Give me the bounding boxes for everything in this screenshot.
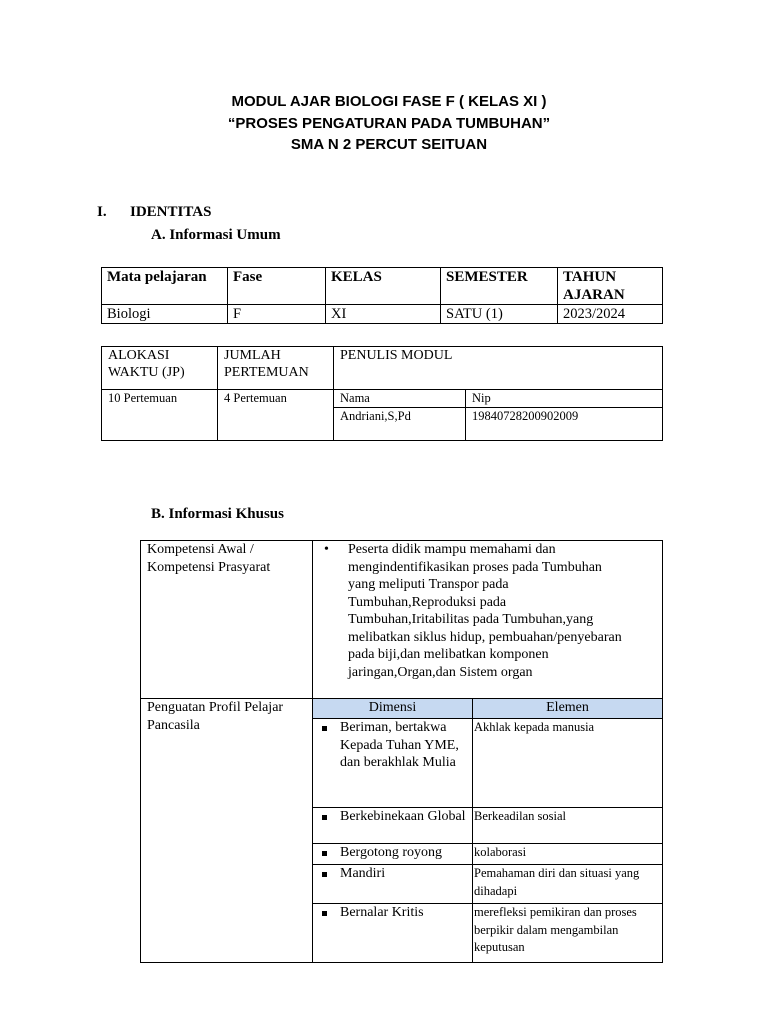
cell-mata-pelajaran: Biologi (102, 305, 228, 324)
header-fase: Fase (228, 268, 326, 305)
dimensi-header: Dimensi (313, 699, 473, 719)
cell-semester: SATU (1) (441, 305, 558, 324)
elemen-cell: merefleksi pemikiran dan proses berpikir dalam mengambilan keputusan (473, 904, 663, 963)
kompetensi-list (319, 541, 622, 681)
dimensi-cell: Beriman, bertakwa Kepada Tuhan YME, dan berakhlak Mulia (313, 719, 473, 808)
dimensi-cell: Bernalar Kritis (313, 904, 473, 963)
nama-label: Nama (334, 390, 466, 408)
elemen-header: Elemen (473, 699, 663, 719)
kompetensi-label: Kompetensi Awal / Kompetensi Prasyarat (141, 541, 313, 699)
subsection-informasi-umum: A. Informasi Umum (151, 227, 281, 243)
cell-fase: F (228, 305, 326, 324)
title-line-3: SMA N 2 PERCUT SEITUAN (290, 136, 488, 153)
header-tahun-ajaran: TAHUN AJARAN (558, 268, 663, 305)
elemen-cell: kolaborasi (473, 844, 663, 865)
kompetensi-text: • Peserta didik mampu memahami dan mengindentifikasikan proses pada Tumbuhan yang meliputi Transpor pada Tumbuhan,Reproduksi pada Tumbuhan,Iritabilitas pada Tumbuhan,yang melibatkan siklus hidup, pembuahan/penyebaran pada biji,dan melibatkan komponen jaringan,Organ,dan Sistem organ (348, 541, 622, 681)
informasi-khusus-table (140, 540, 663, 963)
nip-value: 19840728200902009 (466, 408, 663, 441)
title-line-2: “PROSES PENGATURAN PADA TUMBUHAN” (227, 114, 551, 132)
nip-label: Nip (466, 390, 663, 408)
elemen-cell: Akhlak kepada manusia (473, 719, 663, 808)
section-label: IDENTITAS (130, 204, 212, 220)
profil-pelajar-label: Penguatan Profil Pelajar Pancasila (141, 699, 313, 963)
jumlah-pertemuan-label: JUMLAH PERTEMUAN (218, 347, 334, 390)
nama-value: Andriani,S,Pd (334, 408, 466, 441)
cell-tahun-ajaran: 2023/2024 (558, 305, 663, 324)
subsection-informasi-khusus: B. Informasi Khusus (151, 506, 284, 522)
elemen-cell: Pemahaman diri dan situasi yang dihadapi (473, 865, 663, 904)
jumlah-pertemuan-value: 4 Pertemuan (218, 390, 334, 441)
table-header-row (102, 268, 663, 305)
dimensi-cell: Berkebinekaan Global (313, 808, 473, 844)
header-mata-pelajaran: Mata pelajaran (102, 268, 228, 305)
alokasi-waktu-value: 10 Pertemuan (102, 390, 218, 441)
dimensi-cell: Bergotong royong (313, 844, 473, 865)
informasi-umum-table (101, 267, 663, 324)
document-title (0, 91, 768, 156)
alokasi-waktu-label: ALOKASI WAKTU (JP) (102, 347, 218, 390)
dimensi-cell: Mandiri (313, 865, 473, 904)
table-row (102, 305, 663, 324)
penulis-modul-label: PENULIS MODUL (334, 347, 663, 390)
alokasi-penulis-table (101, 346, 663, 441)
cell-kelas: XI (326, 305, 441, 324)
header-kelas: KELAS (326, 268, 441, 305)
header-semester: SEMESTER (441, 268, 558, 305)
title-line-1: MODUL AJAR BIOLOGI FASE F ( KELAS XI ) (231, 93, 547, 110)
elemen-cell: Berkeadilan sosial (473, 808, 663, 844)
section-number: I. (97, 204, 107, 220)
